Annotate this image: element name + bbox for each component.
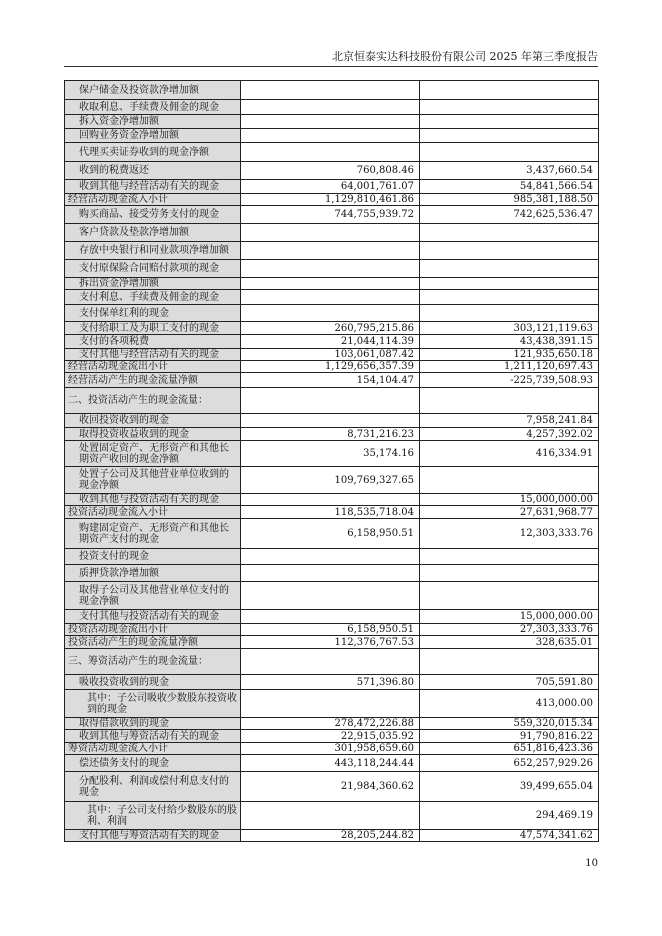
prior-period-value [420, 129, 599, 143]
table-row [65, 565, 599, 582]
prior-period-value: 413,000.00 [420, 690, 599, 718]
current-period-value [241, 242, 420, 260]
row-label: 投资活动现金流入小计 [65, 506, 241, 519]
prior-period-value: 7,958,241.84 [420, 414, 599, 428]
table-row [65, 162, 599, 180]
cash-flow-table [64, 80, 599, 842]
current-period-value: 21,984,360.62 [241, 772, 420, 802]
prior-period-value: -225,739,508.93 [420, 373, 599, 388]
current-period-value: 1,129,656,357.39 [241, 361, 420, 373]
current-period-value [241, 129, 420, 143]
prior-period-value: 705,591.80 [420, 675, 599, 690]
table-row [65, 428, 599, 441]
table-row [65, 730, 599, 743]
current-period-value: 6,158,950.51 [241, 519, 420, 549]
prior-period-value: 559,320,015.34 [420, 718, 599, 730]
current-period-value [241, 278, 420, 290]
prior-period-value: 294,469.19 [420, 802, 599, 830]
prior-period-value: 985,381,188.50 [420, 194, 599, 206]
table-row [65, 278, 599, 290]
current-period-value: 6,158,950.51 [241, 624, 420, 636]
table-row [65, 830, 599, 842]
row-label: 收取利息、手续费及佣金的现金 [65, 100, 241, 115]
prior-period-value [420, 549, 599, 565]
row-label: 存放中央银行和同业款项净增加额 [65, 242, 241, 260]
row-label: 经营活动产生的现金流量净额 [65, 373, 241, 388]
current-period-value [241, 610, 420, 624]
current-period-value [241, 100, 420, 115]
prior-period-value [420, 100, 599, 115]
row-label: 吸收投资收到的现金 [65, 675, 241, 690]
current-period-value [241, 565, 420, 582]
row-label: 处置固定资产、无形资产和其他长期资产收回的现金净额 [65, 441, 241, 467]
row-label: 其中：子公司支付给少数股东的股利、利润 [65, 802, 241, 830]
table-row [65, 206, 599, 224]
prior-period-value: 652,257,929.26 [420, 755, 599, 772]
prior-period-value [420, 467, 599, 494]
prior-period-value: 47,574,341.62 [420, 830, 599, 842]
table-row [65, 224, 599, 242]
prior-period-value: 4,257,392.02 [420, 428, 599, 441]
prior-period-value: 39,499,655.04 [420, 772, 599, 802]
prior-period-value [420, 290, 599, 305]
row-label: 二、投资活动产生的现金流量： [65, 388, 241, 414]
row-label: 取得借款收到的现金 [65, 718, 241, 730]
prior-period-value [420, 242, 599, 260]
table-row [65, 335, 599, 349]
current-period-value: 571,396.80 [241, 675, 420, 690]
row-label: 支付保单红利的现金 [65, 305, 241, 322]
current-period-value: 21,044,114.39 [241, 335, 420, 349]
current-period-value [241, 414, 420, 428]
table-row [65, 194, 599, 206]
row-label: 分配股利、利润或偿付利息支付的现金 [65, 772, 241, 802]
current-period-value [241, 802, 420, 830]
row-label: 收回投资收到的现金 [65, 414, 241, 428]
row-label: 支付其他与投资活动有关的现金 [65, 610, 241, 624]
prior-period-value: 15,000,000.00 [420, 610, 599, 624]
current-period-value [241, 690, 420, 718]
page-number: 10 [585, 858, 598, 869]
row-label: 购买商品、接受劳务支付的现金 [65, 206, 241, 224]
prior-period-value [420, 143, 599, 162]
current-period-value [241, 260, 420, 278]
table-row [65, 81, 599, 100]
prior-period-value [420, 388, 599, 414]
prior-period-value: 27,303,333.76 [420, 624, 599, 636]
table-row [65, 242, 599, 260]
prior-period-value [420, 582, 599, 610]
current-period-value [241, 649, 420, 675]
row-label: 保户储金及投资款净增加额 [65, 81, 241, 100]
row-label: 拆入资金净增加额 [65, 115, 241, 129]
current-period-value: 8,731,216.23 [241, 428, 420, 441]
table-row [65, 414, 599, 428]
table-row [65, 802, 599, 830]
row-label: 收到其他与投资活动有关的现金 [65, 494, 241, 506]
table-row [65, 373, 599, 388]
row-label: 处置子公司及其他营业单位收到的现金净额 [65, 467, 241, 494]
current-period-value: 109,769,327.65 [241, 467, 420, 494]
row-label: 支付原保险合同赔付款项的现金 [65, 260, 241, 278]
row-label: 投资支付的现金 [65, 549, 241, 565]
row-label: 经营活动现金流出小计 [65, 361, 241, 373]
table-row [65, 388, 599, 414]
row-label: 支付给职工及为职工支付的现金 [65, 322, 241, 335]
table-row [65, 322, 599, 335]
current-period-value: 744,755,939.72 [241, 206, 420, 224]
current-period-value [241, 582, 420, 610]
table-row [65, 772, 599, 802]
prior-period-value [420, 115, 599, 129]
row-label: 支付利息、手续费及佣金的现金 [65, 290, 241, 305]
prior-period-value: 27,631,968.77 [420, 506, 599, 519]
row-label: 支付的各项税费 [65, 335, 241, 349]
current-period-value [241, 494, 420, 506]
row-label: 客户贷款及垫款净增加额 [65, 224, 241, 242]
prior-period-value: 15,000,000.00 [420, 494, 599, 506]
table-row [65, 290, 599, 305]
current-period-value: 301,958,659.60 [241, 743, 420, 755]
current-period-value [241, 115, 420, 129]
current-period-value [241, 549, 420, 565]
cash-flow-table-body [65, 81, 599, 842]
prior-period-value: 1,211,120,697.43 [420, 361, 599, 373]
prior-period-value [420, 565, 599, 582]
table-row [65, 743, 599, 755]
prior-period-value: 303,121,119.63 [420, 322, 599, 335]
current-period-value: 1,129,810,461.86 [241, 194, 420, 206]
row-label: 代理买卖证券收到的现金净额 [65, 143, 241, 162]
prior-period-value: 54,841,566.54 [420, 180, 599, 194]
prior-period-value [420, 278, 599, 290]
current-period-value: 278,472,226.88 [241, 718, 420, 730]
prior-period-value [420, 305, 599, 322]
table-row [65, 549, 599, 565]
table-row [65, 305, 599, 322]
prior-period-value: 12,303,333.76 [420, 519, 599, 549]
row-label: 收到其他与经营活动有关的现金 [65, 180, 241, 194]
table-row [65, 467, 599, 494]
current-period-value [241, 224, 420, 242]
current-period-value: 443,118,244.44 [241, 755, 420, 772]
current-period-value: 35,174.16 [241, 441, 420, 467]
row-label: 投资活动产生的现金流量净额 [65, 636, 241, 649]
prior-period-value [420, 649, 599, 675]
row-label: 筹资活动现金流入小计 [65, 743, 241, 755]
current-period-value [241, 143, 420, 162]
current-period-value: 154,104.47 [241, 373, 420, 388]
row-label: 收到的税费返还 [65, 162, 241, 180]
table-row [65, 115, 599, 129]
table-row [65, 610, 599, 624]
prior-period-value: 121,935,650.18 [420, 349, 599, 361]
row-label: 支付其他与经营活动有关的现金 [65, 349, 241, 361]
table-row [65, 441, 599, 467]
row-label: 其中：子公司吸收少数股东投资收到的现金 [65, 690, 241, 718]
table-row [65, 624, 599, 636]
header-rule [64, 66, 598, 67]
table-row [65, 506, 599, 519]
prior-period-value: 91,790,816.22 [420, 730, 599, 743]
prior-period-value: 742,625,536.47 [420, 206, 599, 224]
table-row [65, 636, 599, 649]
table-row [65, 361, 599, 373]
row-label: 取得投资收益收到的现金 [65, 428, 241, 441]
current-period-value: 260,795,215.86 [241, 322, 420, 335]
current-period-value [241, 81, 420, 100]
table-row [65, 494, 599, 506]
current-period-value [241, 388, 420, 414]
row-label: 质押贷款净增加额 [65, 565, 241, 582]
row-label: 投资活动现金流出小计 [65, 624, 241, 636]
table-row [65, 143, 599, 162]
prior-period-value [420, 260, 599, 278]
row-label: 支付其他与筹资活动有关的现金 [65, 830, 241, 842]
prior-period-value: 43,438,391.15 [420, 335, 599, 349]
prior-period-value: 328,635.01 [420, 636, 599, 649]
current-period-value: 760,808.46 [241, 162, 420, 180]
table-row [65, 690, 599, 718]
table-row [65, 349, 599, 361]
table-row [65, 718, 599, 730]
table-row [65, 100, 599, 115]
current-period-value: 103,061,087.42 [241, 349, 420, 361]
table-row [65, 260, 599, 278]
row-label: 回购业务资金净增加额 [65, 129, 241, 143]
table-row [65, 582, 599, 610]
current-period-value: 112,376,767.53 [241, 636, 420, 649]
table-row [65, 649, 599, 675]
row-label: 经营活动现金流入小计 [65, 194, 241, 206]
row-label: 拆出资金净增加额 [65, 278, 241, 290]
current-period-value [241, 305, 420, 322]
prior-period-value: 651,816,423.36 [420, 743, 599, 755]
table-row [65, 180, 599, 194]
prior-period-value [420, 81, 599, 100]
row-label: 收到其他与筹资活动有关的现金 [65, 730, 241, 743]
prior-period-value [420, 224, 599, 242]
current-period-value: 22,915,035.92 [241, 730, 420, 743]
prior-period-value: 416,334.91 [420, 441, 599, 467]
prior-period-value: 3,437,660.54 [420, 162, 599, 180]
current-period-value: 28,205,244.82 [241, 830, 420, 842]
report-header-title: 北京恒泰实达科技股份有限公司 2025 年第三季度报告 [332, 50, 598, 63]
table-row [65, 129, 599, 143]
current-period-value: 118,535,718.04 [241, 506, 420, 519]
row-label: 偿还债务支付的现金 [65, 755, 241, 772]
row-label: 取得子公司及其他营业单位支付的现金净额 [65, 582, 241, 610]
table-row [65, 519, 599, 549]
current-period-value [241, 290, 420, 305]
row-label: 购建固定资产、无形资产和其他长期资产支付的现金 [65, 519, 241, 549]
table-row [65, 755, 599, 772]
current-period-value: 64,001,761.07 [241, 180, 420, 194]
row-label: 三、筹资活动产生的现金流量： [65, 649, 241, 675]
table-row [65, 675, 599, 690]
